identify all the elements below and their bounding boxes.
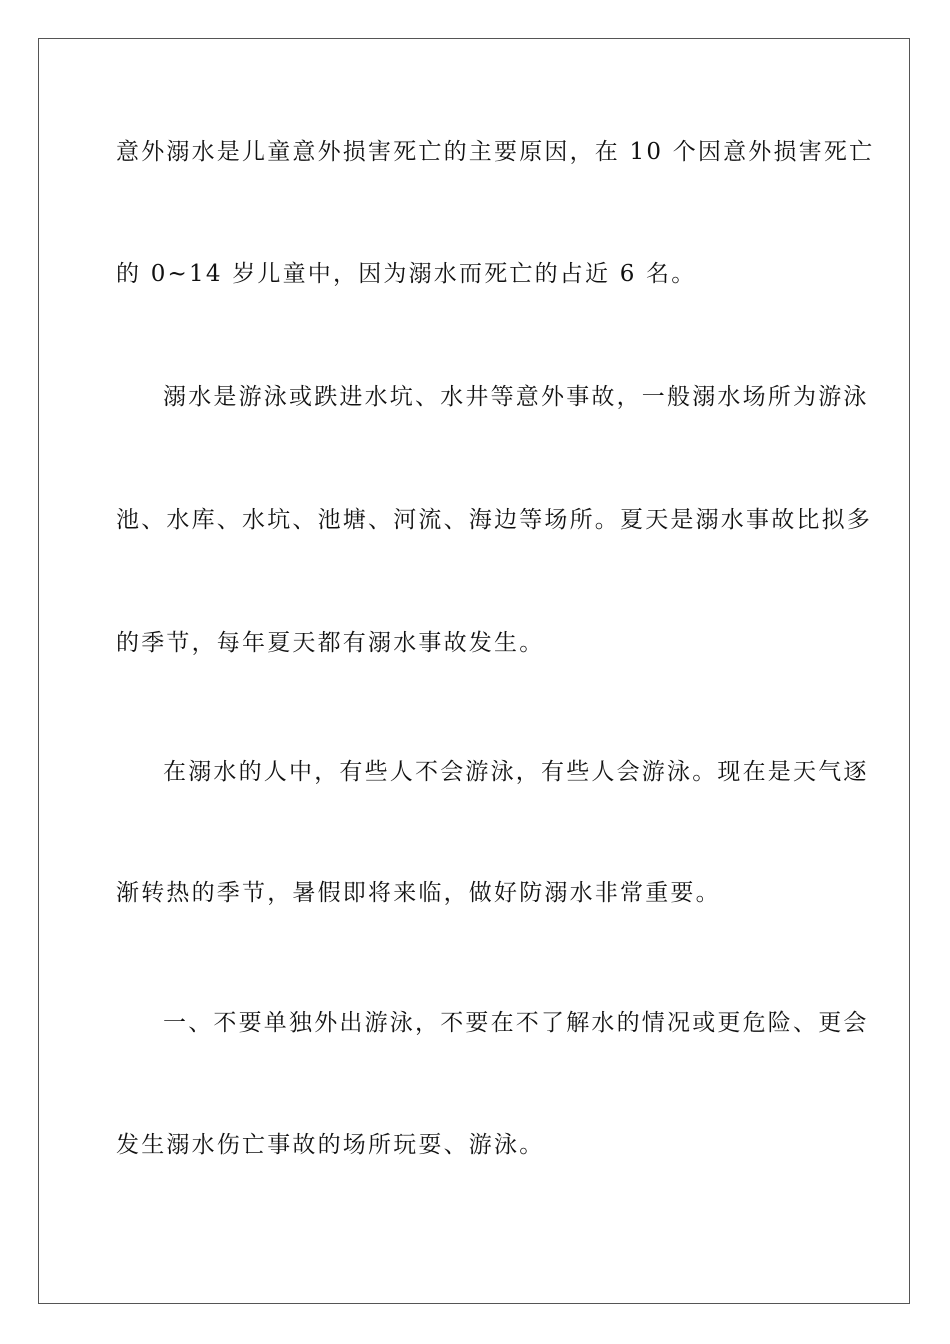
paragraph-2-line-3: 的季节，每年夏天都有溺水事故发生。 [116, 630, 545, 656]
paragraph-4-line-1: 一、不要单独外出游泳，不要在不了解水的情况或更危险、更会 [163, 1010, 869, 1036]
paragraph-1-line-1: 意外溺水是儿童意外损害死亡的主要原因，在 10 个因意外损害死亡 [116, 139, 875, 165]
paragraph-3-line-2: 渐转热的季节，暑假即将来临，做好防溺水非常重要。 [116, 880, 721, 906]
paragraph-4-line-2: 发生溺水伤亡事故的场所玩耍、游泳。 [116, 1132, 545, 1158]
paragraph-2-line-2: 池、水库、水坑、池塘、河流、海边等场所。夏天是溺水事故比拟多 [116, 507, 872, 533]
paragraph-1-line-2: 的 0~14 岁儿童中，因为溺水而死亡的占近 6 名。 [116, 261, 697, 287]
page-border [38, 38, 910, 1304]
paragraph-2-line-1: 溺水是游泳或跌进水坑、水井等意外事故，一般溺水场所为游泳 [163, 384, 869, 410]
paragraph-3-line-1: 在溺水的人中，有些人不会游泳，有些人会游泳。现在是天气逐 [163, 759, 869, 785]
